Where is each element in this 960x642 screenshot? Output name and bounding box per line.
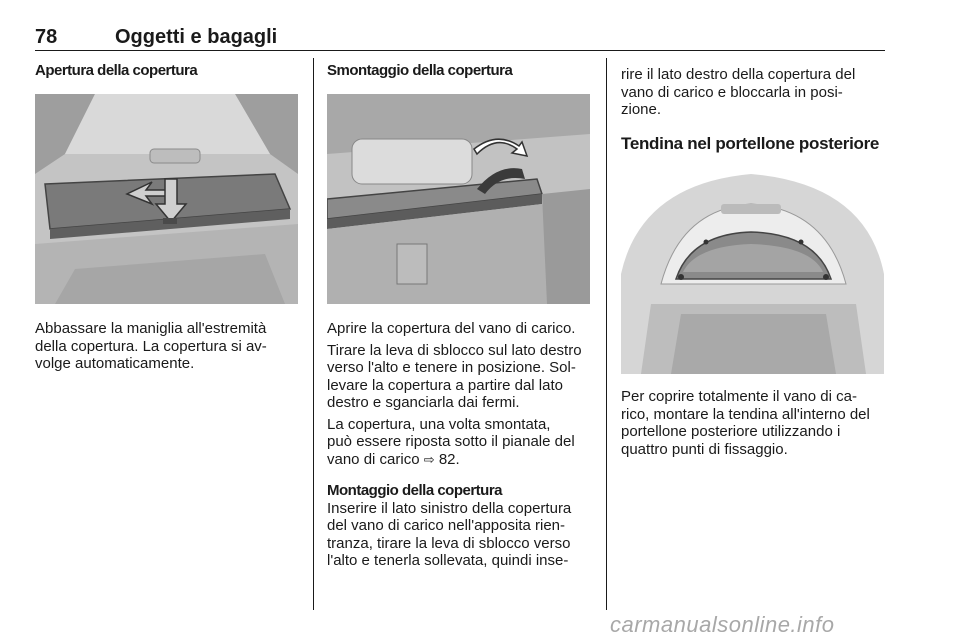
body-line: Tirare la leva di sblocco sul lato destro — [327, 341, 582, 359]
body-line: levare la copertura a partire dal lato — [327, 376, 563, 394]
body-line — [327, 451, 595, 469]
body-line: vano di carico e bloccarla in posi- — [621, 83, 843, 101]
body-line: della copertura. La copertura si av- — [35, 337, 267, 355]
figure-removing-cover — [327, 94, 590, 304]
watermark: carmanualsonline.info — [610, 612, 835, 637]
body-line: quattro punti di fissaggio. — [621, 440, 788, 458]
body-line: La copertura, una volta smontata, — [327, 415, 551, 433]
body-line: Inserire il lato sinistro della copertura — [327, 499, 572, 517]
body-line: destro e sganciarla dai fermi. — [327, 394, 520, 411]
column-divider — [313, 58, 314, 610]
body-line: può essere riposta sotto il pianale del — [327, 433, 575, 450]
page-header — [35, 26, 885, 51]
column-3-text-bottom — [621, 388, 889, 458]
column-1 — [35, 62, 305, 80]
column-3-text — [621, 66, 889, 152]
body-line: rire il lato destro della copertura del — [621, 66, 856, 83]
body-line: del vano di carico nell'apposita rien- — [327, 517, 566, 534]
figure-opening-cover — [35, 94, 298, 304]
column-2-text — [327, 320, 595, 570]
figure-tailgate-blind — [621, 164, 884, 374]
body-line: Abbassare la maniglia all'estremità — [35, 320, 267, 337]
body-line: zione. — [621, 101, 662, 118]
body-line: rico, montare la tendina all'interno del — [621, 405, 870, 423]
body-line: Per coprire totalmente il vano di ca- — [621, 388, 857, 405]
body-line: Aprire la copertura del vano di carico. — [327, 320, 576, 337]
page-reference-link[interactable]: 82. — [438, 450, 460, 468]
column-divider — [606, 58, 607, 610]
section-heading: Tendina nel portellone posteriore — [621, 133, 880, 153]
column-1-text — [35, 320, 305, 373]
body-line: tranza, tirare la leva di sblocco verso — [327, 534, 571, 552]
section-heading: Smontaggio della copertura — [327, 62, 513, 79]
body-line: volge automaticamente. — [35, 355, 195, 372]
page-number: 78 — [35, 26, 58, 48]
arrow-reference-icon: ⇨ — [423, 451, 435, 467]
sub-heading: Montaggio della copertura — [327, 482, 503, 499]
chapter-title: Oggetti e bagagli — [115, 26, 278, 48]
body-line: l'alto e tenerla sollevata, quindi inse- — [327, 552, 569, 569]
column-2 — [327, 62, 595, 80]
body-text: vano di carico — [327, 450, 420, 468]
body-line: verso l'alto e tenere in posizione. Sol- — [327, 359, 576, 376]
body-line: portellone posteriore utilizzando i — [621, 423, 841, 440]
section-heading: Apertura della copertura — [35, 62, 198, 79]
